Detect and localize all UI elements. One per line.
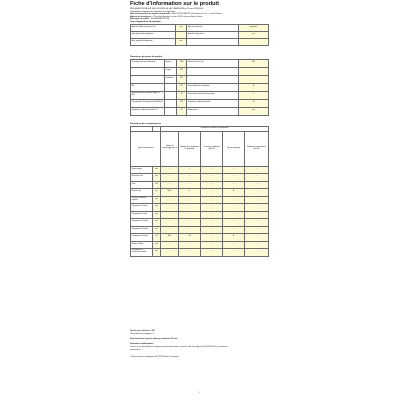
compartment-cell: — [245, 204, 269, 212]
compartment-cell: — [245, 181, 269, 189]
general-cell: Consommation d'énergie annuelle (kWh/an) [131, 99, 165, 107]
page-title: Fiche d'information sur le produit [130, 1, 219, 7]
general-cell: Classe d'émission de bruit acoustique [187, 91, 239, 99]
comp-header-cell: Type de compartiment [131, 131, 161, 166]
compartment-cell: — [201, 219, 223, 227]
compartment-cell: — [245, 211, 269, 219]
comp-header-cell: Pouvoir de congélation (kg/24 h) [201, 131, 223, 166]
general-cell: C [239, 91, 269, 99]
compartment-cell: — [201, 204, 223, 212]
type-cell [176, 31, 187, 38]
general-row [131, 59, 269, 67]
compartment-cell: — [179, 249, 201, 257]
type-cell: Autre appareil de réfrigération [131, 38, 176, 45]
compartment-cell: 110,0 [161, 234, 179, 242]
general-row [131, 83, 269, 91]
compartment-cell: — [179, 181, 201, 189]
general-cell: Réglage hiver [187, 107, 239, 115]
compartment-cell: — [179, 219, 201, 227]
compartment-cell: — [223, 226, 245, 234]
info-heading: Informations complémentaires : [130, 344, 155, 345]
compartment-cell: — [245, 166, 269, 174]
general-cell [165, 83, 177, 91]
compartment-cell: — [223, 211, 245, 219]
compartment-cell: — [179, 204, 201, 212]
light-type: Type de source lumineuse : LED [130, 331, 155, 332]
general-cell: Température ambiante maximale (°C) [131, 107, 165, 115]
section-compartments-heading: Paramètres des compartiments : [130, 122, 163, 125]
compartment-cell: Section 2 étoiles [131, 241, 153, 249]
compartment-cell: A [223, 189, 245, 197]
general-cell [239, 75, 269, 83]
compartment-cell: non [153, 249, 161, 257]
type-table [130, 24, 269, 46]
compartment-cell: non [153, 226, 161, 234]
type-row [131, 31, 269, 38]
general-cell: 84 [177, 83, 187, 91]
compartment-cell: — [161, 174, 179, 182]
compartment-cell: — [223, 174, 245, 182]
supplier-value: ELECTRODOMESTICOS Cetronix & Cie, 1, rue du Lillebon [171, 13, 222, 15]
general-cell [187, 75, 239, 83]
light-class: Classe d'efficacité énergétique : F [130, 334, 154, 335]
compartment-row [131, 226, 269, 234]
compartment-cell: — [161, 204, 179, 212]
compartment-cell: — [223, 166, 245, 174]
compartment-cell: — [201, 166, 223, 174]
compartment-cell: — [161, 181, 179, 189]
type-cell: Appareil à faible émission de bruit [131, 24, 176, 31]
compartment-cell: — [161, 249, 179, 257]
compartment-cell: Stockage du vin [131, 174, 153, 182]
type-cell [239, 38, 269, 45]
compartment-cell: A [223, 234, 245, 242]
compartment-cell: — [201, 181, 223, 189]
compartment-cell: — [245, 219, 269, 227]
type-row [131, 24, 269, 31]
compartment-row [131, 211, 269, 219]
general-cell: Profondeur [165, 75, 177, 83]
general-cell [165, 91, 177, 99]
compartment-cell: — [161, 211, 179, 219]
compartment-row [131, 234, 269, 242]
compartment-cell: Produits frais [131, 189, 153, 197]
compartment-cell: Compartiment à température variable [131, 249, 153, 257]
type-cell: pose-libre [239, 24, 269, 31]
type-row [131, 38, 269, 45]
general-cell [131, 67, 165, 75]
compartment-cell: — [245, 189, 269, 197]
general-cell: non [239, 107, 269, 115]
model-label: Référence du modèle : [130, 18, 151, 20]
general-row [131, 75, 269, 83]
compartment-cell: Compartiment 1 étoile [131, 211, 153, 219]
general-cell: 650 [177, 75, 187, 83]
compartment-cell: — [201, 241, 223, 249]
compartment-cell: — [245, 174, 269, 182]
compartment-cell: non [153, 204, 161, 212]
compartment-cell: -18 [179, 234, 201, 242]
compartment-cell: — [245, 241, 269, 249]
compartment-row [131, 166, 269, 174]
compartment-cell: 196,0 [161, 189, 179, 197]
compartment-cell: Compartiment 2 étoiles [131, 219, 153, 227]
page-number: 1 [199, 392, 201, 394]
general-cell: Hauteur [165, 59, 177, 67]
compartment-cell: — [201, 196, 223, 204]
compartment-cell: — [245, 234, 269, 242]
section-type-heading: Type d'appareil de réfrigération : [130, 20, 163, 23]
type-cell: non [239, 31, 269, 38]
general-row [131, 107, 269, 115]
compartment-row [131, 174, 269, 182]
compartment-cell: — [179, 196, 201, 204]
subject-line: l'étiquetage énergétique des appareils de réfrigération [130, 10, 176, 13]
compartment-cell: — [245, 196, 269, 204]
general-row [131, 67, 269, 75]
general-cell: 595 [177, 67, 187, 75]
comp-header-cell: Type de dégivrage [223, 131, 245, 166]
general-cell: Classe d'efficacité énergétique [187, 83, 239, 91]
compartment-cell: — [223, 219, 245, 227]
general-cell: Dimensions hors tout (millimètres) [131, 59, 165, 67]
compartment-cell: oui [153, 189, 161, 197]
general-cell: Émission de bruit acoustique (dB(A) re 1 pW) [131, 91, 165, 99]
type-cell: Type d'appareil de réfrigération [131, 31, 176, 38]
general-cell: 306 [239, 59, 269, 67]
compartment-cell: non [153, 211, 161, 219]
compartment-cell: non [153, 166, 161, 174]
general-cell: Volume total (dm³ ou l) [187, 59, 239, 67]
compartment-cell: — [201, 249, 223, 257]
general-table [130, 59, 269, 116]
type-cell [187, 38, 239, 45]
compartment-cell: — [179, 241, 201, 249]
compartment-cell: — [179, 166, 201, 174]
footnote: (*) Requis lorsque les dérogations (UE) 2019/2016 de la Commission [130, 357, 179, 358]
comp-header-cell: Réglage de la température recommandé [179, 131, 201, 166]
general-cell: E [239, 83, 269, 91]
general-cell [165, 99, 177, 107]
comp-header-cell: Réglage de température le plus bas [245, 131, 269, 166]
compartment-cell: non [153, 241, 161, 249]
general-cell [131, 75, 165, 83]
compartment-cell: — [179, 211, 201, 219]
compartment-row [131, 241, 269, 249]
general-cell: 39 [177, 91, 187, 99]
compartment-cell: — [161, 166, 179, 174]
section-general-heading: Paramètres généraux du produit : [130, 55, 164, 58]
general-row [131, 91, 269, 99]
compartment-cell: Garde-manger [131, 166, 153, 174]
type-cell: Appareil à usage du vin [187, 31, 239, 38]
compartment-cell: non [153, 196, 161, 204]
address-value: 17 rue des Boiseaux Laurets, 94250 Ivry-sur-Seine, France [152, 15, 203, 18]
type-cell: non [176, 24, 187, 31]
compartment-cell: — [223, 249, 245, 257]
type-cell: non [176, 38, 187, 45]
model-value: NF-WB20RHTDFT1B [150, 18, 169, 20]
compartment-cell: non [153, 219, 161, 227]
compartment-row [131, 181, 269, 189]
compartment-cell: — [161, 196, 179, 204]
compartment-cell: Compartiment 3 étoiles [131, 226, 153, 234]
compartment-row [131, 204, 269, 212]
general-cell: Largeur [165, 67, 177, 75]
compartment-cell: — [161, 219, 179, 227]
general-cell: 254 [177, 99, 187, 107]
general-cell [239, 67, 269, 75]
compartments-table [130, 126, 269, 257]
compartments-note: Paramètres et valeurs du compartiment [161, 126, 269, 131]
compartment-cell: — [179, 226, 201, 234]
general-cell: IEE [131, 83, 165, 91]
supplier-label: Nom du fournisseur ou marque commerciale : [130, 13, 172, 15]
compartment-cell: non [153, 174, 161, 182]
compartment-cell: Compartiment 4 étoiles [131, 234, 153, 242]
compartment-row [131, 219, 269, 227]
general-row [131, 99, 269, 107]
compartment-cell: — [179, 174, 201, 182]
address-label: Adresse du fournisseur : [130, 15, 153, 18]
compartment-cell: — [161, 241, 179, 249]
compartment-cell: — [223, 241, 245, 249]
compartment-cell: — [223, 204, 245, 212]
compartment-cell: non [153, 181, 161, 189]
compartment-row [131, 249, 269, 257]
compartment-cell: — [201, 211, 223, 219]
compartment-row [131, 196, 269, 204]
general-cell [187, 67, 239, 75]
compartment-cell: oui [153, 234, 161, 242]
compartment-cell: — [245, 249, 269, 257]
compartment-row [131, 189, 269, 197]
compartment-cell: — [245, 226, 269, 234]
compartment-cell: Compartiment 0-étoile [131, 204, 153, 212]
compartment-cell: Produits fraîchement surgelés [131, 196, 153, 204]
general-cell: 10 [239, 99, 269, 107]
compartment-cell: — [223, 181, 245, 189]
info-line-1: Lien vers le site web du fabricant, où figurent les informations visées à l'annexe II, point 4 du règlement (UE) 2019/2016 de la Commission : [130, 347, 229, 348]
compartment-cell: — [201, 174, 223, 182]
general-cell: Température ambiante minimale [187, 99, 239, 107]
general-cell [165, 107, 177, 115]
compartment-cell: — [201, 226, 223, 234]
compartment-cell: — [201, 189, 223, 197]
info-line-2: www.cetronix.fr [130, 350, 141, 351]
compartment-cell: — [161, 226, 179, 234]
compartment-cell: 4 [179, 189, 201, 197]
type-cell: Type de construction [187, 24, 239, 31]
general-cell: 1900 [177, 59, 187, 67]
compartment-cell: — [201, 234, 223, 242]
comp-header-cell: Valeurs du compartiment (dm³ ou l) [161, 131, 179, 166]
regulation-line: RÈGLEMENT DÉLÉGUÉ (UE) 2019/2016 DE LA COMMISSION du 11 mars 2019/2016 [130, 8, 204, 10]
general-cell: 43 [177, 107, 187, 115]
compartment-cell: — [223, 196, 245, 204]
warranty-line: Durée minimale de la garantie offerte par le fabricant : 24 mois [130, 339, 178, 340]
compartment-cell: Cave [131, 181, 153, 189]
